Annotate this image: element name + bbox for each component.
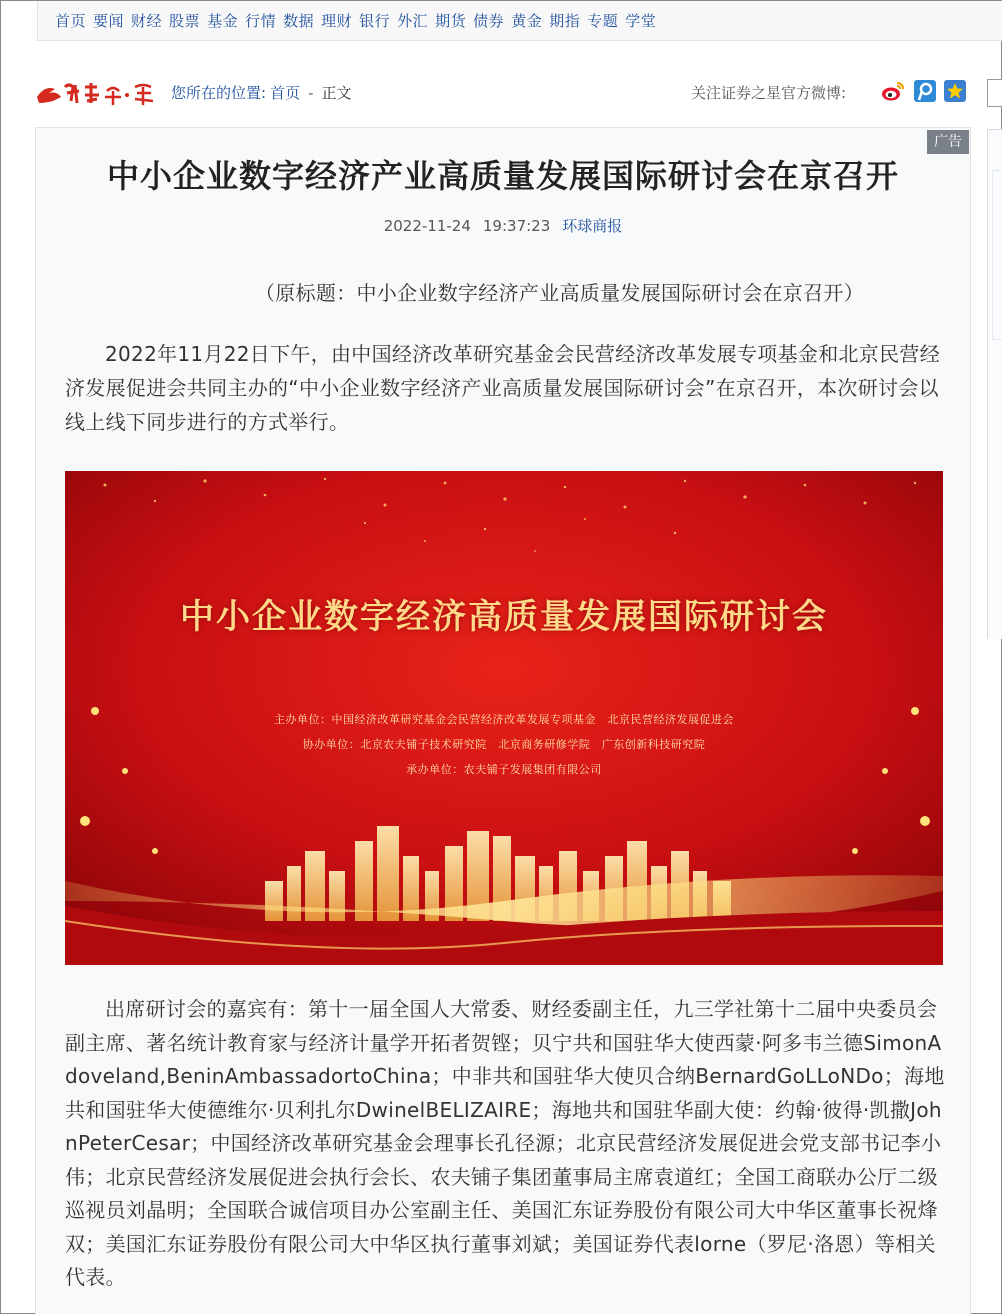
top-nav: [37, 1, 1002, 41]
nav-link-11[interactable]: 债券: [473, 12, 505, 30]
breadcrumb-home[interactable]: 首页: [270, 84, 301, 102]
nav-link-6[interactable]: 数据: [283, 12, 315, 30]
location-bar: [35, 73, 1002, 113]
search-input-edge[interactable]: [987, 79, 1002, 107]
ad-badge[interactable]: 广告: [927, 130, 969, 154]
article-meta: [35, 215, 971, 236]
article-paragraph-1: 2022年11月22日下午，由中国经济改革研究基金会民营经济改革发展专项基金和北京民营经济发展促进会共同主办的“中小企业数字经济产业高质量发展国际研讨会”在京召开，本次研讨会以线上线下同步进行的方式举行。: [65, 342, 940, 434]
follow-text: 关注证券之星官方微博:: [691, 84, 847, 102]
nav-link-14[interactable]: 专题: [587, 12, 619, 30]
banner-organizer: 承办单位：农夫铺子发展集团有限公司: [406, 763, 602, 776]
banner-co-host: 协办单位：北京农夫铺子技术研究院 北京商务研修学院 广东创新科技研究院: [302, 738, 706, 751]
nav-links: [55, 10, 663, 31]
article-banner-image: [65, 471, 943, 965]
site-logo[interactable]: [35, 79, 157, 107]
star-icon[interactable]: [943, 79, 967, 103]
nav-link-15[interactable]: 学堂: [625, 12, 657, 30]
nav-link-12[interactable]: 黄金: [511, 12, 543, 30]
nav-link-3[interactable]: 股票: [169, 12, 201, 30]
nav-link-7[interactable]: 理财: [321, 12, 353, 30]
nav-link-8[interactable]: 银行: [359, 12, 391, 30]
article-time: 19:37:23: [482, 217, 551, 235]
nav-link-0[interactable]: 首页: [55, 12, 87, 30]
banner-host: 主办单位：中国经济改革研究基金会民营经济改革发展专项基金 北京民营经济发展促进会: [274, 713, 734, 726]
nav-link-4[interactable]: 基金: [207, 12, 239, 30]
breadcrumb-label: 您所在的位置:: [171, 84, 267, 102]
original-title: （原标题：中小企业数字经济产业高质量发展国际研讨会在京召开）: [255, 281, 864, 305]
nav-link-10[interactable]: 期货: [435, 12, 467, 30]
nav-link-2[interactable]: 财经: [131, 12, 163, 30]
banner-title: 中小企业数字经济高质量发展国际研讨会: [180, 597, 828, 637]
nav-link-1[interactable]: 要闻: [93, 12, 125, 30]
nav-link-13[interactable]: 期指: [549, 12, 581, 30]
breadcrumb: [171, 82, 352, 103]
tencent-weibo-icon[interactable]: [913, 79, 937, 103]
article-date: 2022-11-24: [383, 217, 471, 235]
article-title: 中小企业数字经济产业高质量发展国际研讨会在京召开: [106, 157, 899, 195]
article-paragraph-2: 出席研讨会的嘉宾有：第十一届全国人大常委、财经委副主任，九三学社第十二届中央委员会副主席、著名统计教育家与经济计量学开拓者贺铿；贝宁共和国驻华大使西蒙·阿多韦兰德SimonAdoveland,BeninAmbassadortoChina；中非共和国驻华大使贝合纳BernardGoLLoNDo；海地共和国驻华大使德维尔·贝利扎尔DwinelBELIZAIRE；海地共和国驻华副大使：约翰·彼得·凯撒JohnPeterCesar；中国经济改革研究基金会理事长孔径源；北京民营经济发展促进会党支部书记李小伟；北京民营经济发展促进会执行会长、农夫铺子集团董事局主席袁道红；全国工商联办公厅二级巡视员刘晶明；全国联合诚信项目办公室副主任、美国汇东证券股份有限公司大中华区董事长祝烽双；美国汇东证券股份有限公司大中华区执行董事刘斌；美国证券代表lorne（罗尼·洛恩）等相关代表。: [65, 997, 945, 1289]
article-source[interactable]: 环球商报: [562, 217, 623, 235]
breadcrumb-current: 正文: [321, 84, 352, 102]
breadcrumb-separator: -: [308, 84, 314, 102]
nav-link-5[interactable]: 行情: [245, 12, 277, 30]
nav-link-9[interactable]: 外汇: [397, 12, 429, 30]
right-sidebar-edge: [987, 129, 1002, 639]
weibo-icon[interactable]: [881, 79, 905, 103]
